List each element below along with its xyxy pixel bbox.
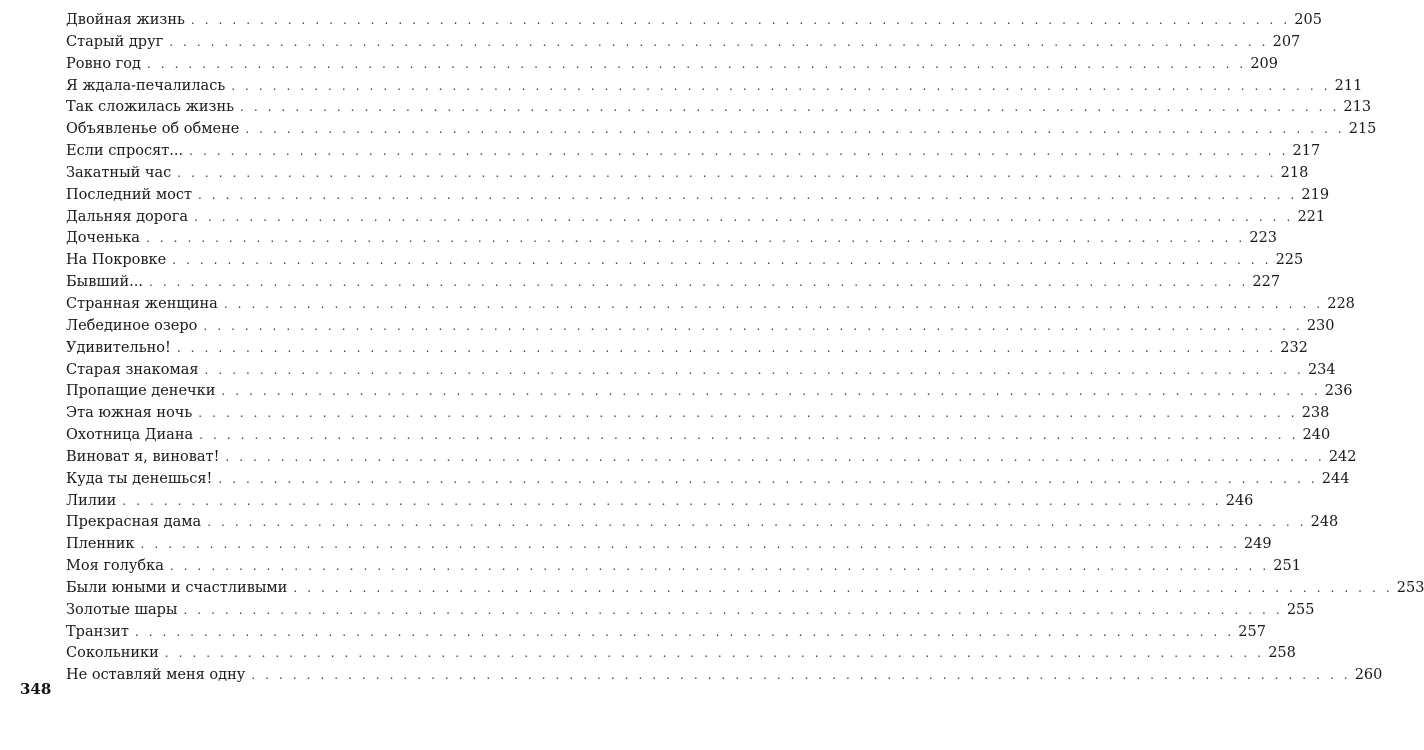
dot-leader: . . . . . . . . . . . . . . . . . . . . . . . . . . . . . . . . . . . . . . . . . . . . . . . . . . . . . . . . . . . . . . . . . . . . . . . . . . . . . . . .: [223, 296, 1324, 311]
toc-entry: [66, 228, 1278, 250]
toc-entry-page: 217: [1292, 143, 1321, 160]
toc-entry: [66, 381, 1353, 403]
toc-entry: [66, 97, 1372, 119]
toc-entry-page: 230: [1306, 317, 1335, 334]
toc-entry: [66, 578, 1424, 600]
toc-entry-page: 228: [1327, 295, 1355, 312]
dot-leader: . . . . . . . . . . . . . . . . . . . . . . . . . . . . . . . . . . . . . . . . . . . . . . . . . . . . . . . . . . . . . . . . . . . . . . . . . . . . . . . .: [199, 428, 1299, 443]
toc-entry-title: Ровно год: [66, 55, 141, 72]
toc-entry-page: 251: [1273, 558, 1301, 575]
toc-entry: [66, 10, 1322, 32]
toc-entry-title: Сокольники: [66, 645, 159, 662]
toc-entry-title: Закатный час: [66, 164, 172, 181]
toc-entry-title: Старый друг: [66, 33, 164, 50]
toc-entry-page: 227: [1252, 274, 1281, 291]
toc-entry-title: Странная женщина: [66, 295, 218, 312]
toc-entry-title: Я ждала-печалилась: [66, 77, 226, 94]
dot-leader: . . . . . . . . . . . . . . . . . . . . . . . . . . . . . . . . . . . . . . . . . . . . . . . . . . . . . . . . . . . . . . . . . . . . . . . . . . . . . . . .: [145, 231, 1246, 246]
dot-leader: . . . . . . . . . . . . . . . . . . . . . . . . . . . . . . . . . . . . . . . . . . . . . . . . . . . . . . . . . . . . . . . . . . . . . . . . . . . . . . . .: [203, 318, 1303, 333]
toc-entry: [66, 665, 1383, 687]
toc-entry-page: 255: [1286, 601, 1315, 618]
table-of-contents: [66, 10, 1424, 687]
toc-entry-title: Моя голубка: [66, 558, 164, 575]
dot-leader: . . . . . . . . . . . . . . . . . . . . . . . . . . . . . . . . . . . . . . . . . . . . . . . . . . . . . . . . . . . . . . . . . . . . . . . . . . . . . . . .: [183, 602, 1283, 617]
toc-entry: [66, 534, 1272, 556]
toc-entry-page: 219: [1301, 186, 1330, 203]
toc-entry-page: 215: [1348, 121, 1377, 138]
dot-leader: . . . . . . . . . . . . . . . . . . . . . . . . . . . . . . . . . . . . . . . . . . . . . . . . . . . . . . . . . . . . . . . . . . . . . . . . . . . . . . . .: [169, 559, 1270, 574]
dot-leader: . . . . . . . . . . . . . . . . . . . . . . . . . . . . . . . . . . . . . . . . . . . . . . . . . . . . . . . . . . . . . . . . . . . . . . . . . . . . . . . .: [293, 580, 1393, 595]
toc-entry-page: 209: [1250, 55, 1279, 72]
toc-entry: [66, 447, 1357, 469]
dot-leader: . . . . . . . . . . . . . . . . . . . . . . . . . . . . . . . . . . . . . . . . . . . . . . . . . . . . . . . . . . . . . . . . . . . . . . . . . . . . . . . .: [218, 471, 1318, 486]
toc-entry-page: 232: [1280, 339, 1308, 356]
toc-entry-title: Куда ты денешься!: [66, 470, 213, 487]
toc-entry: [66, 643, 1296, 665]
toc-entry: [66, 491, 1254, 513]
toc-entry-title: Старая знакомая: [66, 361, 199, 378]
toc-entry: [66, 272, 1281, 294]
toc-entry: [66, 32, 1301, 54]
toc-entry-page: 242: [1328, 448, 1357, 465]
toc-entry: [66, 294, 1355, 316]
toc-entry-page: 248: [1310, 514, 1339, 531]
dot-leader: . . . . . . . . . . . . . . . . . . . . . . . . . . . . . . . . . . . . . . . . . . . . . . . . . . . . . . . . . . . . . . . . . . . . . . . . . . . . . . . .: [207, 515, 1307, 530]
dot-leader: . . . . . . . . . . . . . . . . . . . . . . . . . . . . . . . . . . . . . . . . . . . . . . . . . . . . . . . . . . . . . . . . . . . . . . . . . . . . . . . .: [225, 449, 1325, 464]
dot-leader: . . . . . . . . . . . . . . . . . . . . . . . . . . . . . . . . . . . . . . . . . . . . . . . . . . . . . . . . . . . . . . . . . . . . . . . . . . . . . . . .: [194, 209, 1294, 224]
page-number: 348: [20, 680, 52, 698]
dot-leader: . . . . . . . . . . . . . . . . . . . . . . . . . . . . . . . . . . . . . . . . . . . . . . . . . . . . . . . . . . . . . . . . . . . . . . . . . . . . . . . .: [197, 187, 1298, 202]
dot-leader: . . . . . . . . . . . . . . . . . . . . . . . . . . . . . . . . . . . . . . . . . . . . . . . . . . . . . . . . . . . . . . . . . . . . . . . . . . . . . . . .: [245, 122, 1345, 137]
toc-entry: [66, 54, 1279, 76]
toc-entry-title: Виноват я, виноват!: [66, 448, 220, 465]
dot-leader: . . . . . . . . . . . . . . . . . . . . . . . . . . . . . . . . . . . . . . . . . . . . . . . . . . . . . . . . . . . . . . . . . . . . . . . . . . . . . . . .: [176, 340, 1277, 355]
toc-entry-title: Так сложилась жизнь: [66, 99, 235, 116]
dot-leader: . . . . . . . . . . . . . . . . . . . . . . . . . . . . . . . . . . . . . . . . . . . . . . . . . . . . . . . . . . . . . . . . . . . . . . . . . . . . . . . .: [140, 537, 1240, 552]
toc-entry: [66, 163, 1309, 185]
dot-leader: . . . . . . . . . . . . . . . . . . . . . . . . . . . . . . . . . . . . . . . . . . . . . . . . . . . . . . . . . . . . . . . . . . . . . . . . . . . . . . . .: [251, 668, 1351, 683]
dot-leader: . . . . . . . . . . . . . . . . . . . . . . . . . . . . . . . . . . . . . . . . . . . . . . . . . . . . . . . . . . . . . . . . . . . . . . . . . . . . . . . .: [149, 275, 1249, 290]
dot-leader: . . . . . . . . . . . . . . . . . . . . . . . . . . . . . . . . . . . . . . . . . . . . . . . . . . . . . . . . . . . . . . . . . . . . . . . . . . . . . . . .: [122, 493, 1222, 508]
dot-leader: . . . . . . . . . . . . . . . . . . . . . . . . . . . . . . . . . . . . . . . . . . . . . . . . . . . . . . . . . . . . . . . . . . . . . . . . . . . . . . . .: [177, 165, 1277, 180]
toc-entry-page: 236: [1324, 383, 1353, 400]
toc-entry: [66, 360, 1336, 382]
toc-entry-title: Бывший...: [66, 274, 143, 291]
toc-entry-page: 225: [1275, 252, 1304, 269]
toc-entry-title: Были юными и счастливыми: [66, 579, 288, 596]
toc-entry-title: Последний мост: [66, 186, 192, 203]
toc-entry: [66, 556, 1301, 578]
dot-leader: . . . . . . . . . . . . . . . . . . . . . . . . . . . . . . . . . . . . . . . . . . . . . . . . . . . . . . . . . . . . . . . . . . . . . . . . . . . . . . . .: [190, 13, 1291, 27]
toc-entry-title: Лебединое озеро: [66, 317, 198, 334]
toc-entry-page: 244: [1321, 470, 1350, 487]
toc-entry-page: 234: [1307, 361, 1336, 378]
toc-entry: [66, 316, 1335, 338]
toc-entry: [66, 250, 1304, 272]
toc-entry-title: Если спросят...: [66, 143, 184, 160]
toc-entry: [66, 425, 1331, 447]
toc-entry: [66, 469, 1350, 491]
toc-entry-page: 257: [1238, 623, 1266, 640]
dot-leader: . . . . . . . . . . . . . . . . . . . . . . . . . . . . . . . . . . . . . . . . . . . . . . . . . . . . . . . . . . . . . . . . . . . . . . . . . . . . . . . .: [198, 406, 1298, 421]
dot-leader: . . . . . . . . . . . . . . . . . . . . . . . . . . . . . . . . . . . . . . . . . . . . . . . . . . . . . . . . . . . . . . . . . . . . . . . . . . . . . . . .: [172, 253, 1272, 268]
toc-entry: [66, 338, 1308, 360]
toc-entry: [66, 622, 1266, 644]
toc-entry-page: 240: [1302, 427, 1331, 444]
toc-entry-title: Лилии: [66, 492, 117, 509]
dot-leader: . . . . . . . . . . . . . . . . . . . . . . . . . . . . . . . . . . . . . . . . . . . . . . . . . . . . . . . . . . . . . . . . . . . . . . . . . . . . . . . .: [221, 384, 1321, 399]
toc-entry-title: Удивительно!: [66, 339, 171, 356]
toc-entry: [66, 600, 1315, 622]
toc-entry-page: 218: [1280, 164, 1309, 181]
toc-entry: [66, 207, 1326, 229]
toc-entry-title: На Покровке: [66, 252, 167, 269]
dot-leader: . . . . . . . . . . . . . . . . . . . . . . . . . . . . . . . . . . . . . . . . . . . . . . . . . . . . . . . . . . . . . . . . . . . . . . . . . . . . . . . .: [134, 624, 1235, 639]
toc-entry: [66, 76, 1363, 98]
dot-leader: . . . . . . . . . . . . . . . . . . . . . . . . . . . . . . . . . . . . . . . . . . . . . . . . . . . . . . . . . . . . . . . . . . . . . . . . . . . . . . . .: [164, 646, 1265, 661]
toc-entry-title: Дальняя дорога: [66, 208, 189, 225]
toc-entry-page: 213: [1343, 99, 1372, 116]
dot-leader: . . . . . . . . . . . . . . . . . . . . . . . . . . . . . . . . . . . . . . . . . . . . . . . . . . . . . . . . . . . . . . . . . . . . . . . . . . . . . . . .: [189, 144, 1289, 159]
toc-entry-title: Двойная жизнь: [66, 12, 185, 28]
toc-entry: [66, 141, 1321, 163]
toc-entry-page: 238: [1301, 405, 1330, 422]
toc-entry-page: 211: [1334, 77, 1363, 94]
toc-entry-page: 260: [1354, 667, 1383, 684]
toc-entry-page: 246: [1225, 492, 1254, 509]
dot-leader: . . . . . . . . . . . . . . . . . . . . . . . . . . . . . . . . . . . . . . . . . . . . . . . . . . . . . . . . . . . . . . . . . . . . . . . . . . . . . . . .: [146, 56, 1247, 71]
toc-entry-title: Охотница Диана: [66, 427, 194, 444]
toc-entry-title: Не оставляй меня одну: [66, 667, 246, 684]
toc-entry: [66, 403, 1330, 425]
toc-entry-title: Эта южная ночь: [66, 405, 193, 422]
toc-entry-title: Золотые шары: [66, 601, 178, 618]
dot-leader: . . . . . . . . . . . . . . . . . . . . . . . . . . . . . . . . . . . . . . . . . . . . . . . . . . . . . . . . . . . . . . . . . . . . . . . . . . . . . . . .: [231, 78, 1331, 93]
toc-entry-title: Объявленье об обмене: [66, 121, 240, 138]
toc-entry-page: 207: [1272, 33, 1301, 50]
toc-entry: [66, 185, 1330, 207]
dot-leader: . . . . . . . . . . . . . . . . . . . . . . . . . . . . . . . . . . . . . . . . . . . . . . . . . . . . . . . . . . . . . . . . . . . . . . . . . . . . . . . .: [204, 362, 1304, 377]
toc-entry: [66, 512, 1339, 534]
toc-entry-page: 249: [1243, 536, 1272, 553]
dot-leader: . . . . . . . . . . . . . . . . . . . . . . . . . . . . . . . . . . . . . . . . . . . . . . . . . . . . . . . . . . . . . . . . . . . . . . . . . . . . . . . .: [169, 34, 1269, 49]
toc-entry-title: Пленник: [66, 536, 135, 553]
toc-entry-title: Прекрасная дама: [66, 514, 202, 531]
toc-entry-page: 258: [1268, 645, 1296, 662]
toc-entry-page: 205: [1294, 12, 1322, 28]
toc-entry: [66, 119, 1377, 141]
toc-entry-title: Доченька: [66, 230, 140, 247]
toc-entry-page: 221: [1297, 208, 1326, 225]
toc-entry-page: 223: [1249, 230, 1278, 247]
toc-entry-page: 253: [1396, 579, 1424, 596]
toc-entry-title: Пропащие денечки: [66, 383, 216, 400]
dot-leader: . . . . . . . . . . . . . . . . . . . . . . . . . . . . . . . . . . . . . . . . . . . . . . . . . . . . . . . . . . . . . . . . . . . . . . . . . . . . . . . .: [240, 100, 1340, 115]
toc-entry-title: Транзит: [66, 623, 129, 640]
